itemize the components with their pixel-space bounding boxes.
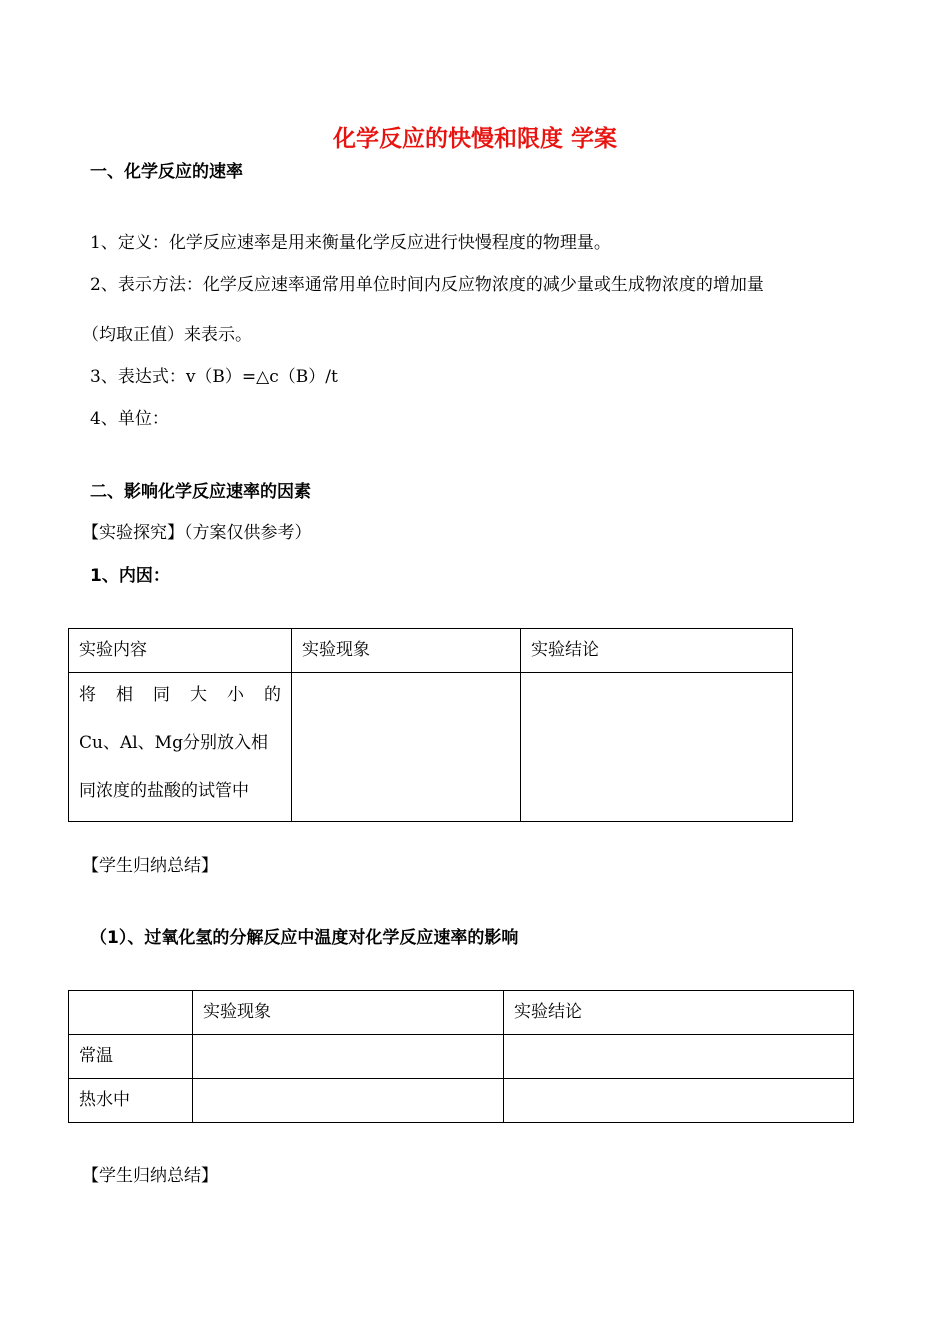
table-cell-conclusion <box>521 673 793 822</box>
table-header-conclusion: 实验结论 <box>521 629 793 673</box>
table-header-content: 实验内容 <box>69 629 292 673</box>
summary-label: 【学生归纳总结】 <box>82 1166 218 1186</box>
table-cell <box>504 1079 854 1123</box>
internal-factor-table <box>68 628 793 822</box>
table-cell <box>504 1035 854 1079</box>
expression-line: 3、表达式：v（B）=△c（B）/t <box>90 367 338 387</box>
method-line-cont: （均取正值）来表示。 <box>82 325 252 345</box>
unit-line: 4、单位： <box>90 409 169 429</box>
table-header-conclusion: 实验结论 <box>504 991 854 1035</box>
content-line: 将 相 同 大 小 的 <box>79 685 281 705</box>
row-label-room-temp: 常温 <box>69 1035 193 1079</box>
section-2-heading: 二、影响化学反应速率的因素 <box>90 482 311 502</box>
summary-label: 【学生归纳总结】 <box>82 856 218 876</box>
temperature-heading: （1）、过氧化氢的分解反应中温度对化学反应速率的影响 <box>90 928 519 948</box>
content-line: Cu、Al、Mg分别放入相 <box>79 733 268 753</box>
method-line: 2、表示方法：化学反应速率通常用单位时间内反应物浓度的减少量或生成物浓度的增加量 <box>90 275 764 295</box>
table-header-phenomenon: 实验现象 <box>193 991 504 1035</box>
table-header-phenomenon: 实验现象 <box>292 629 521 673</box>
row-label-hot-water: 热水中 <box>69 1079 193 1123</box>
temperature-table <box>68 990 854 1123</box>
table-cell <box>193 1035 504 1079</box>
definition-line: 1、定义：化学反应速率是用来衡量化学反应进行快慢程度的物理量。 <box>90 233 611 253</box>
document-title: 化学反应的快慢和限度 学案 <box>332 126 617 152</box>
internal-factor-heading: 1、内因： <box>90 566 170 586</box>
content-line: 同浓度的盐酸的试管中 <box>79 781 249 801</box>
experiment-label: 【实验探究】（方案仅供参考） <box>82 523 312 543</box>
table-cell <box>193 1079 504 1123</box>
table-cell-content <box>69 673 292 822</box>
table-cell-phenomenon <box>292 673 521 822</box>
table-header-blank <box>69 991 193 1035</box>
section-1-heading: 一、化学反应的速率 <box>90 162 243 182</box>
